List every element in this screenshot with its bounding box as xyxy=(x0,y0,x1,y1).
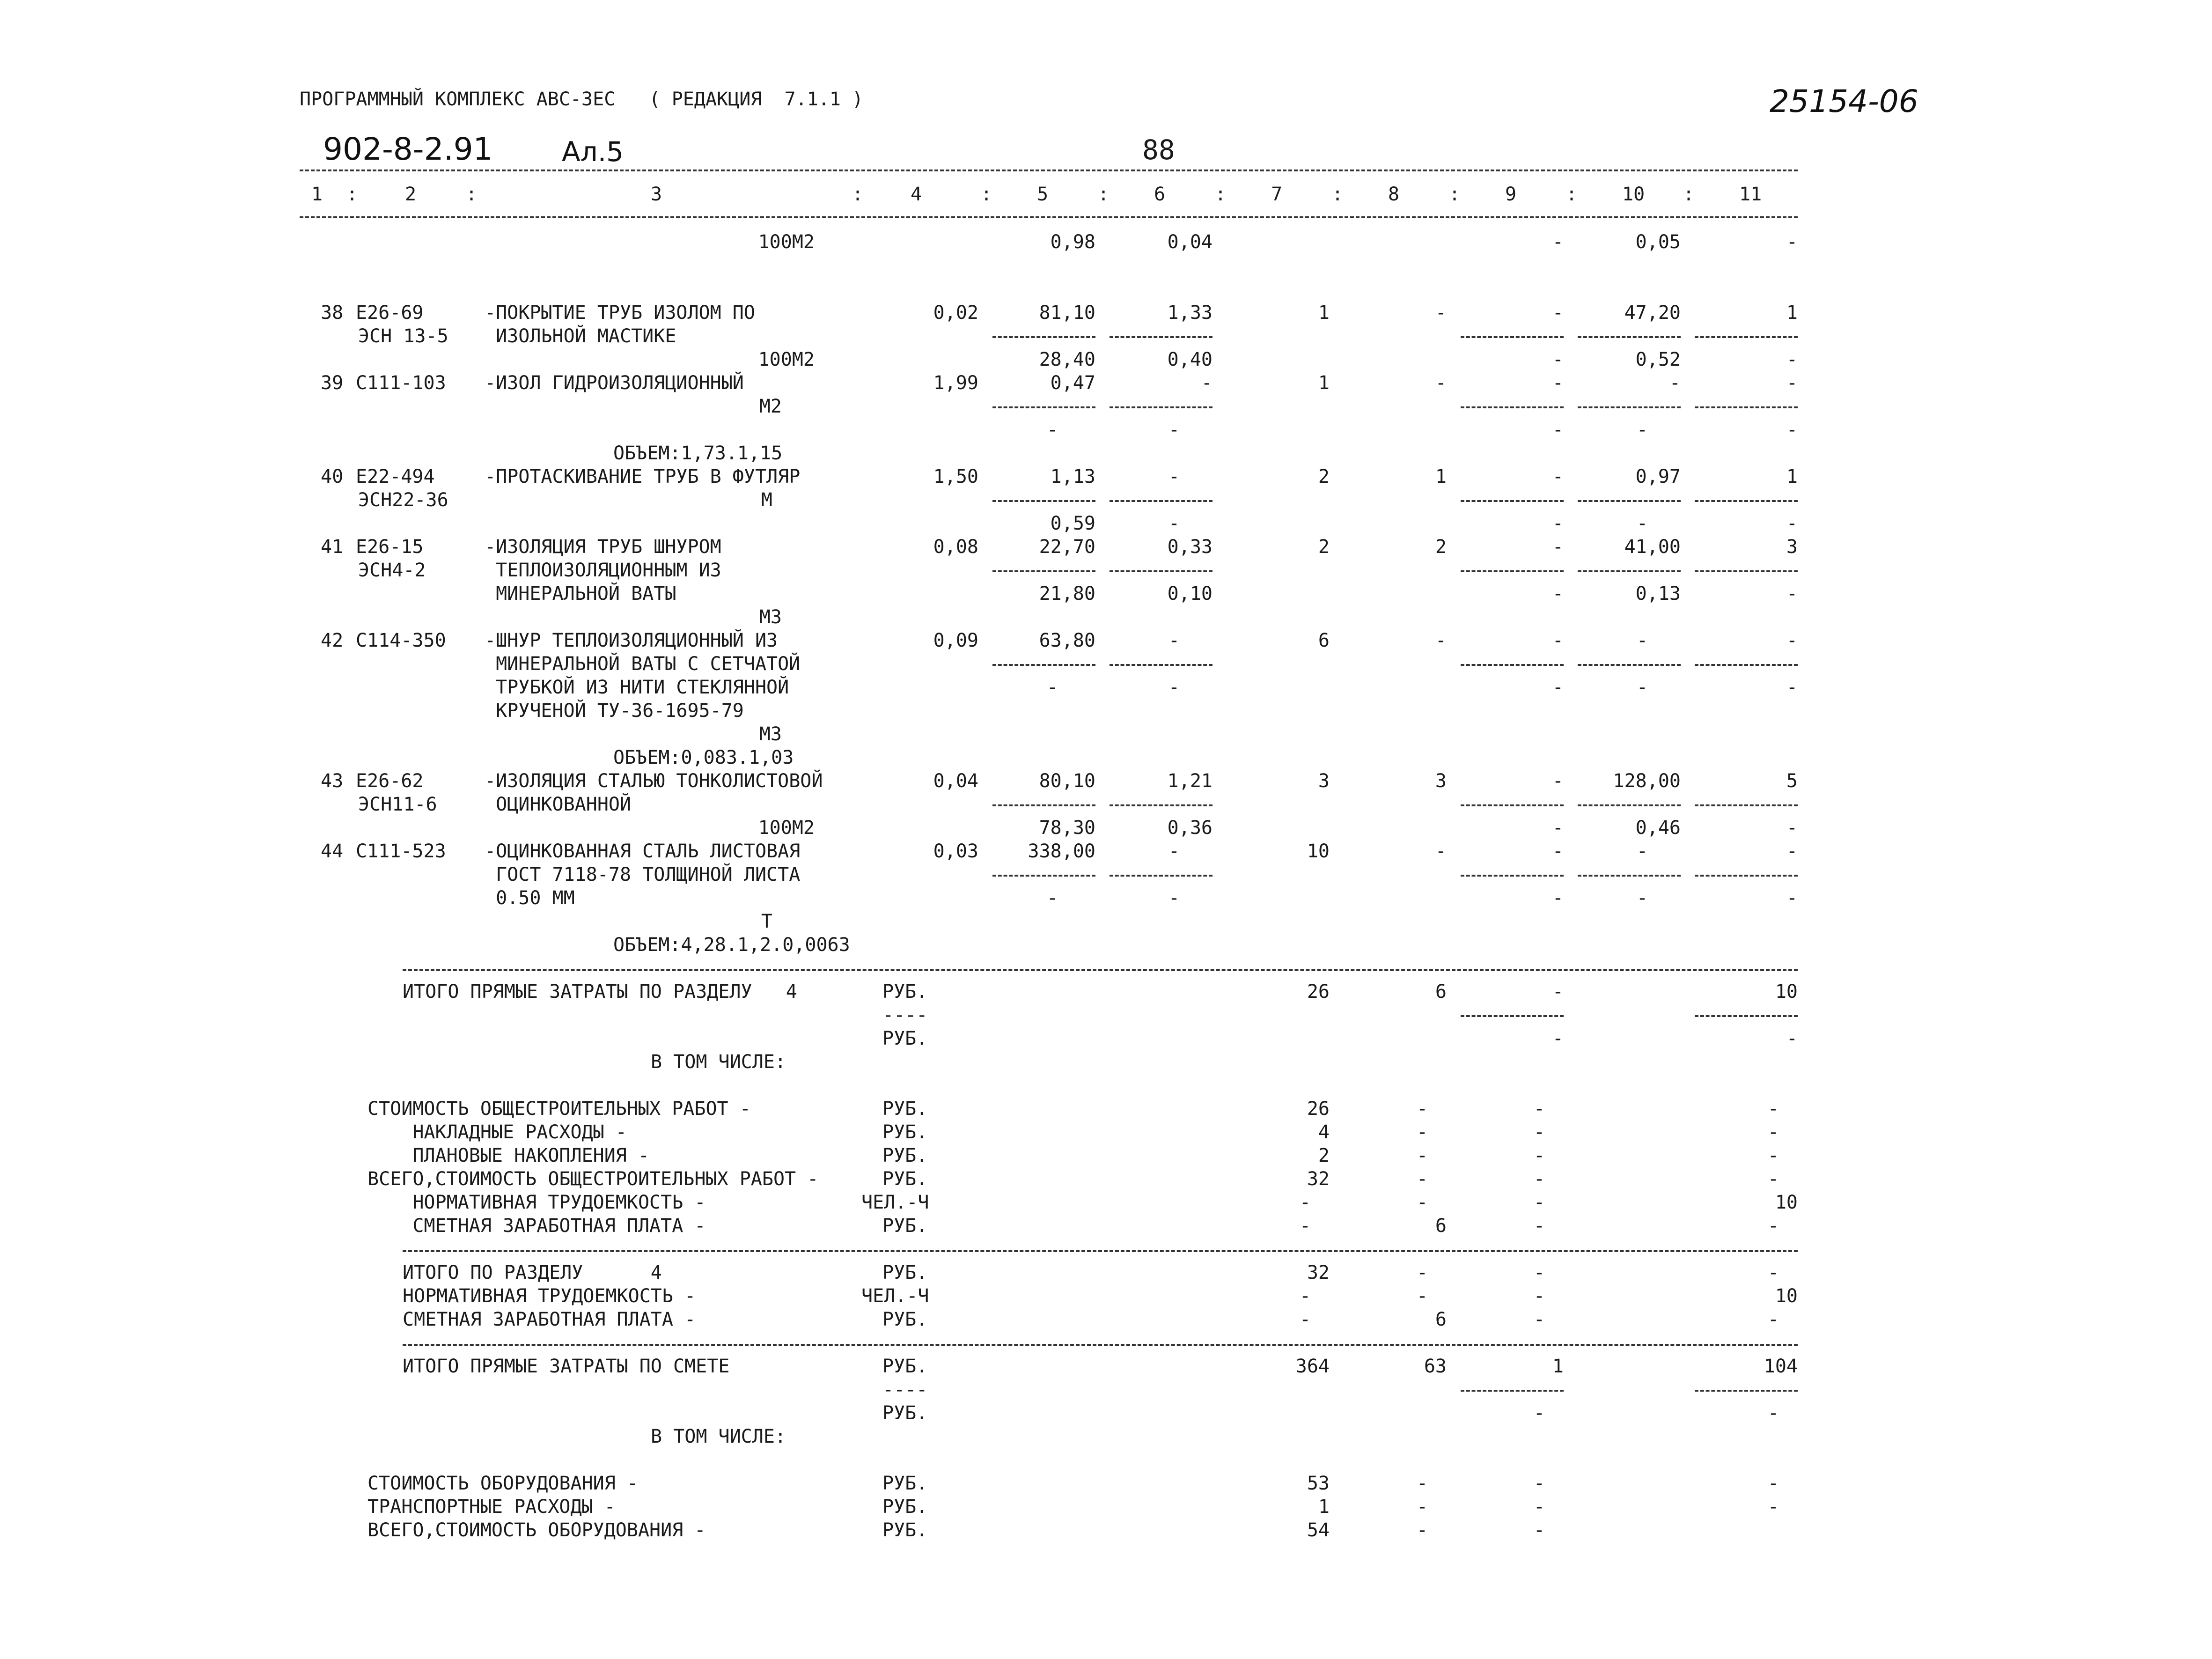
col-7: 7 xyxy=(1271,184,1283,205)
col-3: 3 xyxy=(651,184,662,205)
col-9: 9 xyxy=(1505,184,1517,205)
column-header-divider xyxy=(300,216,1798,218)
col-2: 2 xyxy=(405,184,417,205)
project-code: 902-8-2.91 xyxy=(323,131,493,167)
section-divider xyxy=(403,1344,1798,1346)
col-8: 8 xyxy=(1388,184,1400,205)
col-10: 10 xyxy=(1622,184,1645,205)
section-divider xyxy=(403,969,1798,971)
album-number: Ал.5 xyxy=(562,136,624,168)
header-divider xyxy=(300,170,1798,171)
col-11: 11 xyxy=(1739,184,1762,205)
section-divider xyxy=(403,1250,1798,1252)
including-label: В ТОМ ЧИСЛЕ: xyxy=(651,1051,786,1073)
handwritten-doc-number: 25154-06 xyxy=(1770,83,1918,119)
including-label: В ТОМ ЧИСЛЕ: xyxy=(651,1426,786,1447)
col-4: 4 xyxy=(911,184,922,205)
col-6: 6 xyxy=(1154,184,1166,205)
page-number: 88 xyxy=(1142,134,1175,166)
col-1: 1 xyxy=(311,184,323,205)
col-5: 5 xyxy=(1037,184,1049,205)
program-title: ПРОГРАММНЫЙ КОМПЛЕКС АВС-3ЕС ( РЕДАКЦИЯ 7.1.1 ) xyxy=(300,88,864,110)
